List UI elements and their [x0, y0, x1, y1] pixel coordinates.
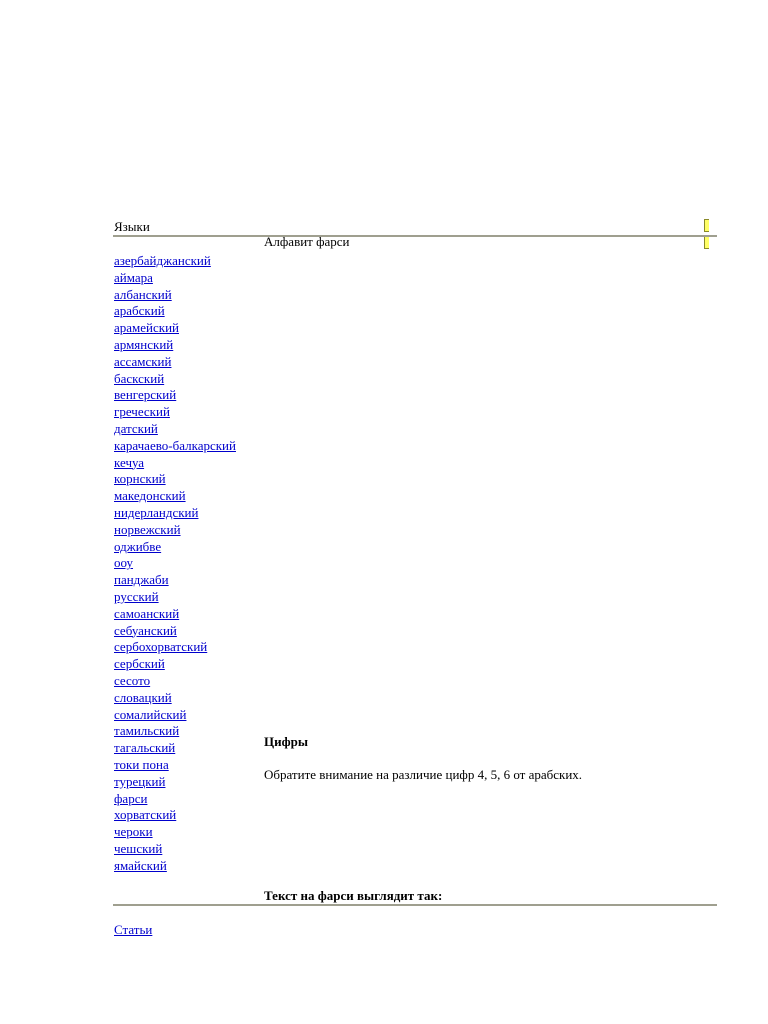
- list-item: [114, 303, 236, 320]
- language-link[interactable]: сомалийский: [114, 706, 187, 722]
- language-link[interactable]: тамильский: [114, 723, 180, 739]
- language-link[interactable]: азербайджанский: [114, 253, 211, 268]
- list-item: [114, 774, 236, 791]
- language-link[interactable]: баскский: [114, 370, 165, 386]
- language-link[interactable]: сербский: [114, 656, 165, 672]
- list-item: [114, 555, 236, 572]
- list-item: [114, 539, 236, 556]
- language-link[interactable]: русский: [114, 588, 159, 604]
- list-item: [114, 824, 236, 841]
- list-item: [114, 723, 236, 740]
- language-link[interactable]: греческий: [114, 404, 170, 420]
- language-link[interactable]: тагальский: [114, 740, 176, 756]
- list-item: [114, 522, 236, 539]
- language-link[interactable]: хорватский: [114, 807, 177, 823]
- language-link[interactable]: армянский: [114, 336, 174, 352]
- language-link[interactable]: ооу: [114, 555, 134, 571]
- page-title: Алфавит фарси: [264, 234, 350, 249]
- language-link[interactable]: албанский: [114, 286, 172, 302]
- bookmark-marker-icon: [704, 236, 709, 249]
- bookmark-marker-icon: [704, 219, 709, 232]
- list-item: [114, 841, 236, 858]
- language-link[interactable]: панджаби: [114, 572, 169, 588]
- language-link[interactable]: самоанский: [114, 605, 180, 621]
- text-sample-heading: Текст на фарси выглядит так:: [264, 888, 443, 903]
- list-item: [114, 572, 236, 589]
- list-item: [114, 455, 236, 472]
- list-item: [114, 589, 236, 606]
- list-item: [114, 421, 236, 438]
- language-link[interactable]: оджибве: [114, 538, 162, 554]
- list-item: [114, 253, 236, 270]
- list-item: [114, 673, 236, 690]
- list-item: [114, 337, 236, 354]
- language-link[interactable]: венгерский: [114, 387, 177, 403]
- list-item: [114, 791, 236, 808]
- list-item: [114, 387, 236, 404]
- language-link[interactable]: турецкий: [114, 773, 166, 789]
- language-link[interactable]: чешский: [114, 840, 163, 856]
- list-item: [114, 639, 236, 656]
- list-item: [114, 287, 236, 304]
- language-link[interactable]: аймара: [114, 269, 153, 285]
- language-list: [114, 253, 236, 874]
- language-link[interactable]: арабский: [114, 303, 165, 319]
- list-item: [114, 807, 236, 824]
- list-item: [114, 471, 236, 488]
- language-link[interactable]: норвежский: [114, 521, 181, 537]
- language-link[interactable]: токи пона: [114, 756, 169, 772]
- language-link[interactable]: чероки: [114, 824, 153, 840]
- list-item: [114, 505, 236, 522]
- list-item: [114, 858, 236, 875]
- list-item: [114, 707, 236, 724]
- digits-heading: Цифры: [264, 734, 308, 749]
- language-link[interactable]: словацкий: [114, 689, 172, 705]
- language-link[interactable]: ямайский: [114, 857, 167, 873]
- bottom-divider: [113, 904, 717, 906]
- list-item: [114, 757, 236, 774]
- language-link[interactable]: себуанский: [114, 622, 177, 638]
- top-divider: [113, 235, 717, 237]
- languages-heading: Языки: [114, 219, 150, 234]
- list-item: [114, 623, 236, 640]
- list-item: [114, 740, 236, 757]
- articles-link[interactable]: Статьи: [114, 922, 153, 937]
- language-link[interactable]: корнский: [114, 471, 166, 487]
- language-link[interactable]: кечуа: [114, 454, 145, 470]
- list-item: [114, 320, 236, 337]
- language-link[interactable]: сербохорватский: [114, 639, 208, 655]
- language-link[interactable]: датский: [114, 420, 158, 436]
- list-item: [114, 656, 236, 673]
- articles-link-container: [114, 922, 152, 938]
- language-link[interactable]: фарси: [114, 790, 148, 806]
- list-item: [114, 606, 236, 623]
- language-link[interactable]: ассамский: [114, 353, 172, 369]
- list-item: [114, 690, 236, 707]
- list-item: [114, 270, 236, 287]
- list-item: [114, 404, 236, 421]
- language-link[interactable]: македонский: [114, 488, 186, 504]
- language-link[interactable]: арамейский: [114, 320, 179, 336]
- list-item: [114, 438, 236, 455]
- list-item: [114, 488, 236, 505]
- language-link[interactable]: сесото: [114, 672, 151, 688]
- language-link[interactable]: карачаево-балкарский: [114, 437, 236, 453]
- language-link[interactable]: нидерландский: [114, 504, 199, 520]
- list-item: [114, 371, 236, 388]
- digits-note: Обратите внимание на различие цифр 4, 5, 6 от арабских.: [264, 767, 583, 782]
- list-item: [114, 354, 236, 371]
